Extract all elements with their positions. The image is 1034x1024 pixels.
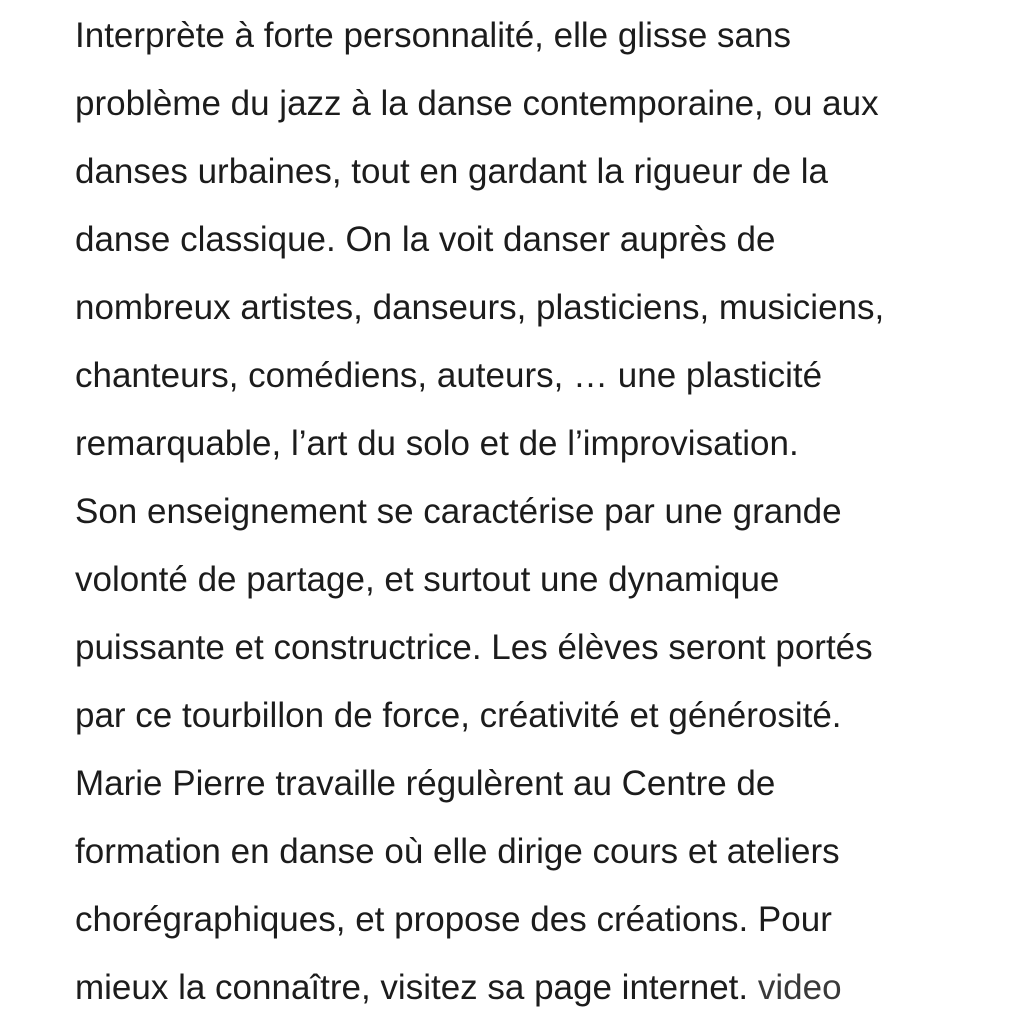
paragraph-line: Marie Pierre travaille régulèrent au Centre de	[75, 764, 776, 803]
paragraph-line: danses urbaines, tout en gardant la rigueur de la	[75, 152, 829, 191]
paragraph-line: Interprète à forte personnalité, elle glisse sans	[75, 16, 791, 55]
paragraph-line: Son enseignement se caractérise par une grande	[75, 492, 842, 531]
paragraph-line: puissante et constructrice. Les élèves seront portés	[75, 628, 873, 667]
paragraph-text: mieux la connaître, visitez sa page internet.	[75, 968, 749, 1007]
paragraph-line: volonté de partage, et surtout une dynamique	[75, 560, 780, 599]
video-link[interactable]: video	[757, 968, 842, 1007]
paragraph-line: chorégraphiques, et propose des créations. Pour	[75, 900, 832, 939]
paragraph-line-last	[75, 954, 842, 1022]
paragraph-line: par ce tourbillon de force, créativité et générosité.	[75, 696, 842, 735]
paragraph-line: formation en danse où elle dirige cours et ateliers	[75, 832, 840, 871]
paragraph-line: nombreux artistes, danseurs, plasticiens, musiciens,	[75, 288, 885, 327]
paragraph-line: danse classique. On la voit danser auprès de	[75, 220, 776, 259]
paragraph-line: chanteurs, comédiens, auteurs, … une plasticité	[75, 356, 823, 395]
paragraph-line: problème du jazz à la danse contemporaine, ou aux	[75, 84, 879, 123]
paragraph-line: remarquable, l’art du solo et de l’improvisation.	[75, 424, 799, 463]
